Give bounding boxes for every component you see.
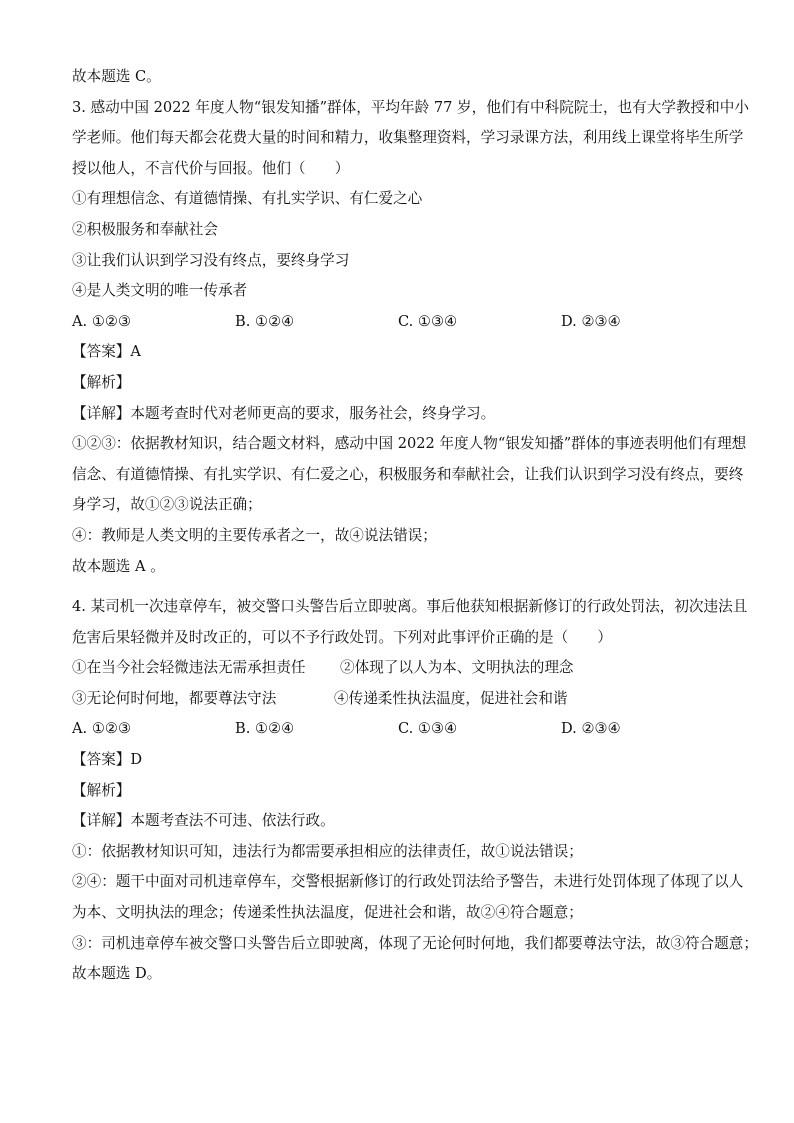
- q4-stem-line-1: 4. 某司机一次违章停车，被交警口头警告后立即驶离。事后他获知根据新修订的行政处罚法，初次违法且: [72, 598, 748, 616]
- q3-statement-1: ①有理想信念、有道德情操、有扎实学识、有仁爱之心: [72, 190, 423, 208]
- q3-detail-1: 【详解】本题考查时代对老师更高的要求，服务社会，终身学习。: [72, 404, 496, 422]
- q3-stem-line-2: 学老师。他们每天都会花费大量的时间和精力，收集整理资料，学习录课方法，利用线上课堂将毕生所学: [72, 129, 744, 147]
- q3-statement-2: ②积极服务和奉献社会: [72, 220, 218, 238]
- q4-option-a: A. ①②③: [72, 720, 132, 738]
- q3-stem-line-1: 3. 感动中国 2022 年度人物“银发知播”群体，平均年龄 77 岁，他们有中科院院士，也有大学教授和中小: [72, 98, 749, 116]
- q4-statement-row-1: [72, 653, 726, 684]
- q4-option-c: C. ①③④: [398, 720, 458, 738]
- q4-detail-2: ①：依据教材知识可知，违法行为都需要承担相应的法律责任，故①说法错误；: [72, 842, 583, 860]
- q4-option-d: D. ②③④: [561, 720, 621, 738]
- q4-statement-row-2: [72, 684, 726, 715]
- document-page: [72, 62, 758, 990]
- q3-statement-4: ④是人类文明的唯一传承者: [72, 282, 248, 300]
- q4-statement-3: ③无论何时何地，都要尊法守法: [72, 689, 277, 707]
- q3-options: [72, 307, 726, 338]
- q4-options: [72, 714, 726, 745]
- q3-option-b: B. ①②④: [235, 312, 295, 330]
- q3-detail-2: ①②③：依据教材知识，结合题文材料，感动中国 2022 年度人物“银发知播”群体的事迹表明他们有理想: [72, 435, 747, 453]
- q4-statement-2: ②体现了以人为本、文明执法的理念: [340, 659, 574, 677]
- q4-detail-4: 为本、文明执法的理念；传递柔性执法温度，促进社会和谐，故②④符合题意；: [72, 904, 583, 922]
- q3-final: 故本题选 A 。: [72, 557, 165, 575]
- q3-answer: 【答案】A: [72, 343, 141, 361]
- q3-option-c: C. ①③④: [398, 312, 458, 330]
- q3-stem-line-3: 授以他人，不言代价与回报。他们（ ）: [72, 159, 350, 177]
- q3-detail-3: 信念、有道德情操、有扎实学识、有仁爱之心，积极服务和奉献社会，让我们认识到学习没有终点，要终: [72, 465, 744, 483]
- q4-answer: 【答案】D: [72, 751, 143, 769]
- q4-stem-line-2: 危害后果轻微并及时改正的，可以不予行政处罚。下列对此事评价正确的是（ ）: [72, 628, 612, 646]
- q4-detail-1: 【详解】本题考查法不可违、依法行政。: [72, 812, 335, 830]
- q3-option-d: D. ②③④: [561, 312, 621, 330]
- q4-final: 故本题选 D。: [72, 965, 162, 983]
- q3-option-a: A. ①②③: [72, 312, 132, 330]
- q3-analysis-label: 【解析】: [72, 373, 131, 391]
- q4-detail-5: ③：司机违章停车被交警口头警告后立即驶离，体现了无论何时何地，我们都要尊法守法，故③符合题意；: [72, 934, 758, 952]
- prev-answer-conclusion: 故本题选 C。: [72, 68, 161, 85]
- q4-option-b: B. ①②④: [235, 720, 295, 738]
- q4-statement-1: ①在当今社会轻微违法无需承担责任: [72, 659, 306, 677]
- q3-detail-5: ④：教师是人类文明的主要传承者之一，故④说法错误；: [72, 526, 437, 544]
- q4-analysis-label: 【解析】: [72, 781, 131, 799]
- q3-detail-4: 身学习，故①②③说法正确；: [72, 496, 262, 514]
- q3-statement-3: ③让我们认识到学习没有终点，要终身学习: [72, 251, 350, 269]
- q4-detail-3: ②④：题干中面对司机违章停车，交警根据新修订的行政处罚法给予警告，未进行处罚体现了体现了以人: [72, 873, 744, 891]
- q4-statement-4: ④传递柔性执法温度，促进社会和谐: [334, 689, 568, 707]
